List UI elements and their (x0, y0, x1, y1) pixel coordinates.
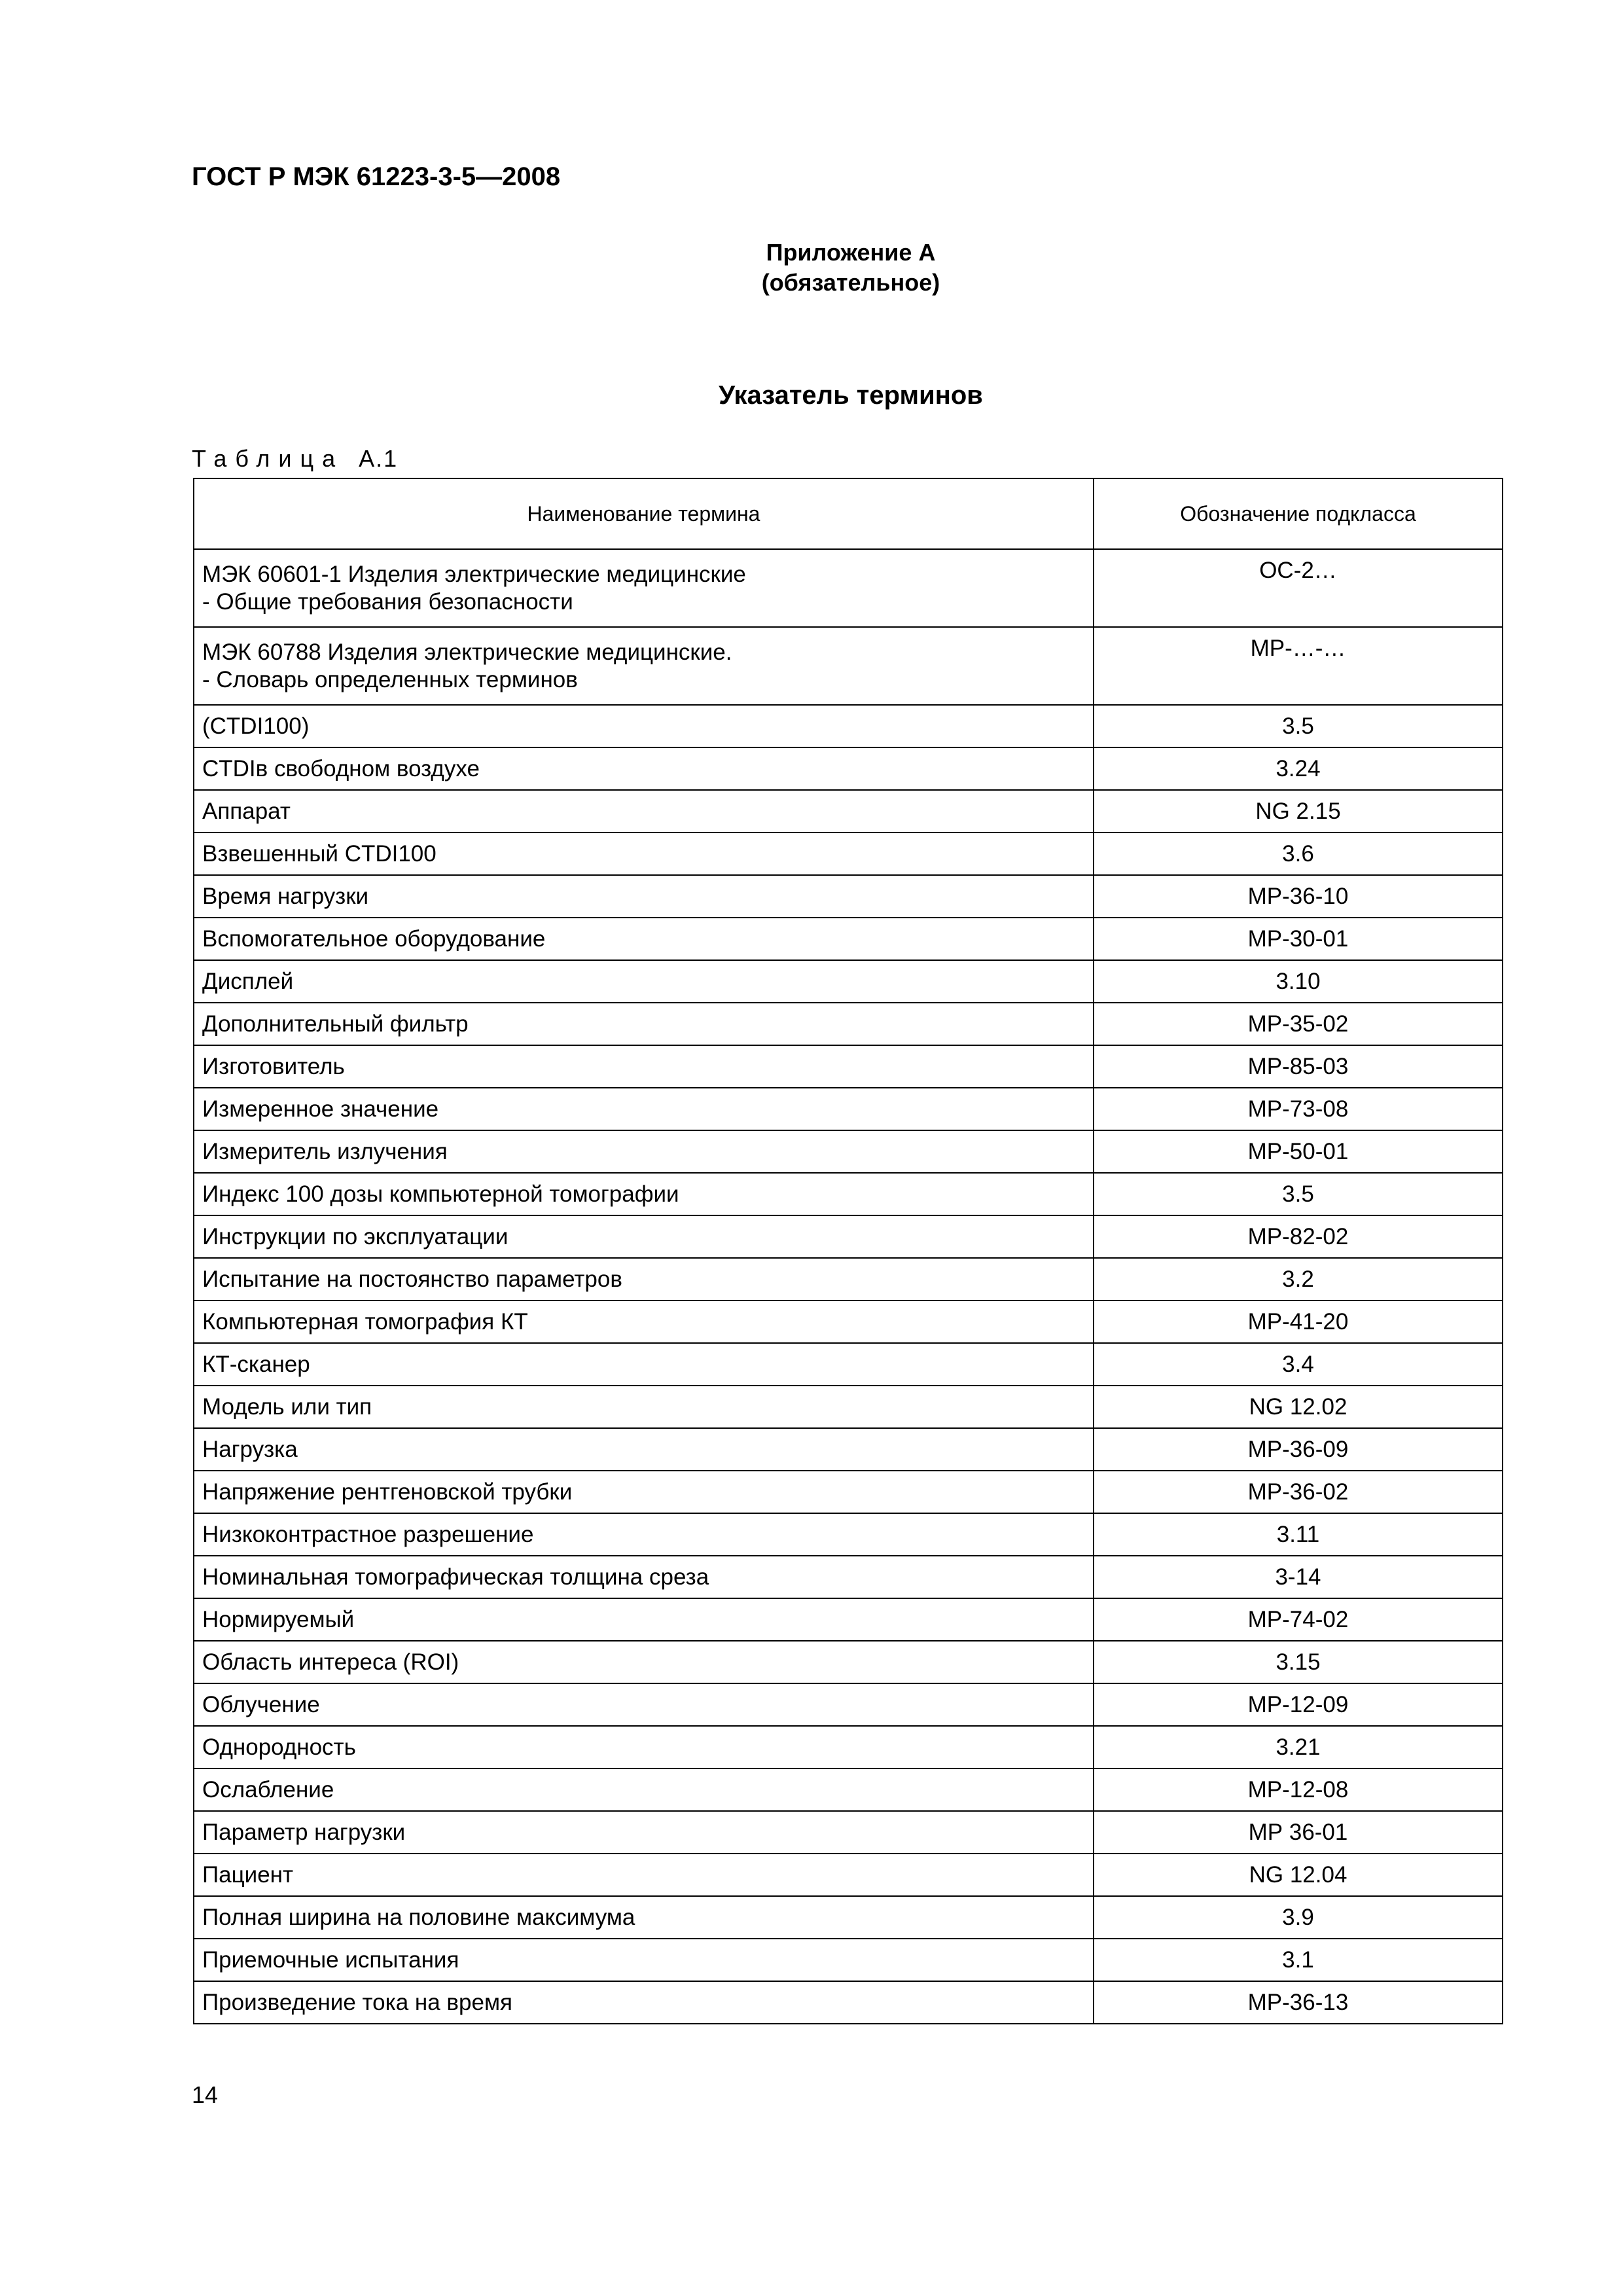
subclass-code-cell: МР-50-01 (1094, 1130, 1503, 1173)
table-row (194, 875, 1503, 918)
table-row (194, 627, 1503, 705)
subclass-code-cell: МР-12-09 (1094, 1683, 1503, 1726)
subclass-code-cell: МР 36-01 (1094, 1811, 1503, 1854)
term-name-cell: Пациент (194, 1854, 1094, 1896)
subclass-code-cell: МР-12-08 (1094, 1768, 1503, 1811)
table-row (194, 1300, 1503, 1343)
term-name-cell: Взвешенный CTDI100 (194, 833, 1094, 875)
column-header-term-name: Наименование термина (194, 478, 1094, 549)
table-row (194, 1896, 1503, 1939)
subclass-code-cell: 3.5 (1094, 1173, 1503, 1215)
table-body (194, 549, 1503, 2024)
table-caption-word: Таблица (192, 445, 344, 472)
term-name-cell: Приемочные испытания (194, 1939, 1094, 1981)
subclass-code-cell: 3.6 (1094, 833, 1503, 875)
table-row (194, 1768, 1503, 1811)
term-name-cell: Номинальная томографическая толщина среза (194, 1556, 1094, 1598)
table-row (194, 790, 1503, 833)
term-name-cell: Аппарат (194, 790, 1094, 833)
subclass-code-cell: МР-41-20 (1094, 1300, 1503, 1343)
subclass-code-cell: МР-74-02 (1094, 1598, 1503, 1641)
term-name-cell: Параметр нагрузки (194, 1811, 1094, 1854)
table-row (194, 747, 1503, 790)
subclass-code-cell: 3-14 (1094, 1556, 1503, 1598)
section-title: Указатель терминов (719, 381, 983, 410)
table-row (194, 1939, 1503, 1981)
term-name-line: МЭК 60601-1 Изделия электрические медицинские (202, 561, 746, 587)
table-row (194, 1556, 1503, 1598)
term-name-cell: Низкоконтрастное разрешение (194, 1513, 1094, 1556)
table-row (194, 1854, 1503, 1896)
table-row (194, 1386, 1503, 1428)
term-name-cell: Дополнительный фильтр (194, 1003, 1094, 1045)
table-row (194, 1598, 1503, 1641)
term-name-cell: Вспомогательное оборудование (194, 918, 1094, 960)
subclass-code-cell: 3.21 (1094, 1726, 1503, 1768)
term-name-cell: Облучение (194, 1683, 1094, 1726)
table-row (194, 1641, 1503, 1683)
term-name-cell: Время нагрузки (194, 875, 1094, 918)
table-row (194, 1003, 1503, 1045)
table-row (194, 1045, 1503, 1088)
term-name-cell: Полная ширина на половине максимума (194, 1896, 1094, 1939)
table-row (194, 918, 1503, 960)
subclass-code-cell: 3.5 (1094, 705, 1503, 747)
term-name-cell: Напряжение рентгеновской трубки (194, 1471, 1094, 1513)
subclass-code-cell: 3.1 (1094, 1939, 1503, 1981)
appendix-status: (обязательное) (761, 269, 940, 296)
table-row (194, 1343, 1503, 1386)
appendix-title: Приложение А (766, 239, 936, 266)
table-row (194, 1215, 1503, 1258)
term-name-line: - Общие требования безопасности (202, 588, 573, 615)
term-name-cell: Нормируемый (194, 1598, 1094, 1641)
table-header-row (194, 478, 1503, 549)
table-row (194, 1513, 1503, 1556)
term-name-cell (194, 627, 1094, 705)
term-name-cell: Инструкции по эксплуатации (194, 1215, 1094, 1258)
table-row (194, 1428, 1503, 1471)
document-header: ГОСТ Р МЭК 61223-3-5—2008 (192, 162, 561, 191)
table-row (194, 833, 1503, 875)
term-name-cell: Измеритель излучения (194, 1130, 1094, 1173)
term-name-cell: Индекс 100 дозы компьютерной томографии (194, 1173, 1094, 1215)
table-row (194, 1726, 1503, 1768)
subclass-code-cell: 3.4 (1094, 1343, 1503, 1386)
subclass-code-cell: МР-82-02 (1094, 1215, 1503, 1258)
subclass-code-cell: МР-30-01 (1094, 918, 1503, 960)
subclass-code-cell: МР-36-09 (1094, 1428, 1503, 1471)
subclass-code-cell: 3.11 (1094, 1513, 1503, 1556)
subclass-code-cell: ОС-2… (1094, 549, 1503, 627)
subclass-code-cell: 3.10 (1094, 960, 1503, 1003)
table-row (194, 1811, 1503, 1854)
subclass-code-cell: МР-85-03 (1094, 1045, 1503, 1088)
table-caption-number: А.1 (359, 445, 399, 472)
term-name-cell: КТ-сканер (194, 1343, 1094, 1386)
table-row (194, 960, 1503, 1003)
term-name-cell: Однородность (194, 1726, 1094, 1768)
subclass-code-cell: NG 2.15 (1094, 790, 1503, 833)
table-row (194, 549, 1503, 627)
column-header-subclass-code: Обозначение подкласса (1094, 478, 1503, 549)
table-row (194, 1471, 1503, 1513)
table-row (194, 1683, 1503, 1726)
term-name-cell: Произведение тока на время (194, 1981, 1094, 2024)
term-name-cell: Дисплей (194, 960, 1094, 1003)
table-row (194, 705, 1503, 747)
table-row (194, 1258, 1503, 1300)
table-row (194, 1173, 1503, 1215)
term-name-line: МЭК 60788 Изделия электрические медицинские. (202, 639, 732, 665)
subclass-code-cell: 3.24 (1094, 747, 1503, 790)
term-name-line: - Словарь определенных терминов (202, 666, 578, 692)
term-name-cell: CTDIв свободном воздухе (194, 747, 1094, 790)
subclass-code-cell: МР-36-10 (1094, 875, 1503, 918)
subclass-code-cell: МР-…-… (1094, 627, 1503, 705)
term-name-cell: Измеренное значение (194, 1088, 1094, 1130)
page-number: 14 (192, 2081, 219, 2108)
term-name-cell: Область интереса (ROI) (194, 1641, 1094, 1683)
term-name-cell: (CTDI100) (194, 705, 1094, 747)
term-name-cell: Изготовитель (194, 1045, 1094, 1088)
subclass-code-cell: МР-36-02 (1094, 1471, 1503, 1513)
terms-table (193, 478, 1503, 2024)
subclass-code-cell: МР-73-08 (1094, 1088, 1503, 1130)
subclass-code-cell: МР-36-13 (1094, 1981, 1503, 2024)
table-row (194, 1088, 1503, 1130)
term-name-cell (194, 549, 1094, 627)
table-caption (192, 445, 398, 473)
term-name-cell: Ослабление (194, 1768, 1094, 1811)
subclass-code-cell: МР-35-02 (1094, 1003, 1503, 1045)
subclass-code-cell: 3.2 (1094, 1258, 1503, 1300)
term-name-cell: Испытание на постоянство параметров (194, 1258, 1094, 1300)
term-name-cell: Нагрузка (194, 1428, 1094, 1471)
table-row (194, 1130, 1503, 1173)
term-name-cell: Модель или тип (194, 1386, 1094, 1428)
subclass-code-cell: 3.9 (1094, 1896, 1503, 1939)
subclass-code-cell: 3.15 (1094, 1641, 1503, 1683)
table-row (194, 1981, 1503, 2024)
subclass-code-cell: NG 12.04 (1094, 1854, 1503, 1896)
term-name-cell: Компьютерная томография КТ (194, 1300, 1094, 1343)
subclass-code-cell: NG 12.02 (1094, 1386, 1503, 1428)
